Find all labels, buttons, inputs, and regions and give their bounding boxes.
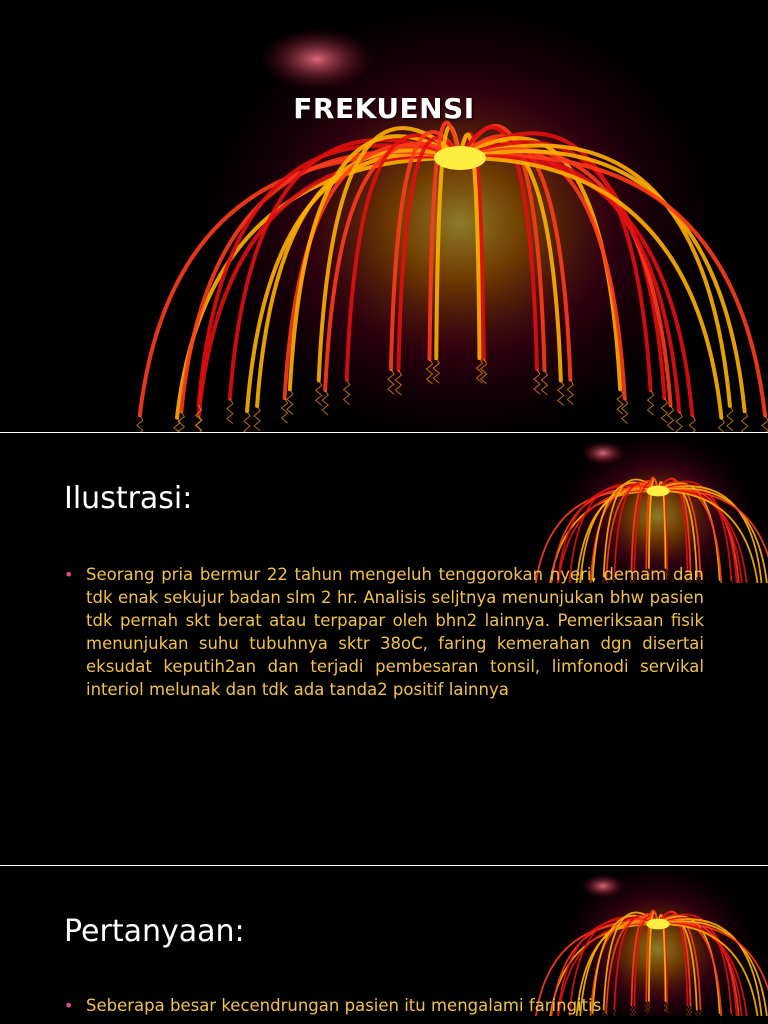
bullet-icon: • [64, 565, 74, 584]
bullet-icon: • [64, 996, 74, 1015]
slide-title: FREKUENSI [293, 92, 475, 125]
firework-icon [0, 0, 768, 432]
slide-heading: Pertanyaan: [64, 914, 245, 949]
bullet-item [64, 994, 704, 1017]
slide-2 [0, 433, 768, 865]
slide-3 [0, 866, 768, 1024]
firework-icon [510, 433, 768, 583]
bullet-item [64, 563, 704, 701]
slide-heading: Ilustrasi: [64, 481, 193, 516]
bullet-text: Seberapa besar kecendrungan pasien itu mengalami faringitis [86, 996, 602, 1015]
slide-1 [0, 0, 768, 432]
bullet-text: Seorang pria bermur 22 tahun mengeluh tenggorokan nyeri, demam dan tdk enak sekujur badan slm 2 hr. Analisis seljtnya menunjukan bhw pasien tdk pernah skt berat atau terpapar oleh bhn2 lainnya. Pemeriksaan fisik menunjukan suhu tubuhnya sktr 38oC, faring kemerahan dgn disertai eksudat keputih2an dan terjadi pembesaran tonsil, limfonodi servikal interiol melunak dan tdk ada tanda2 positif lainnya [86, 565, 704, 699]
